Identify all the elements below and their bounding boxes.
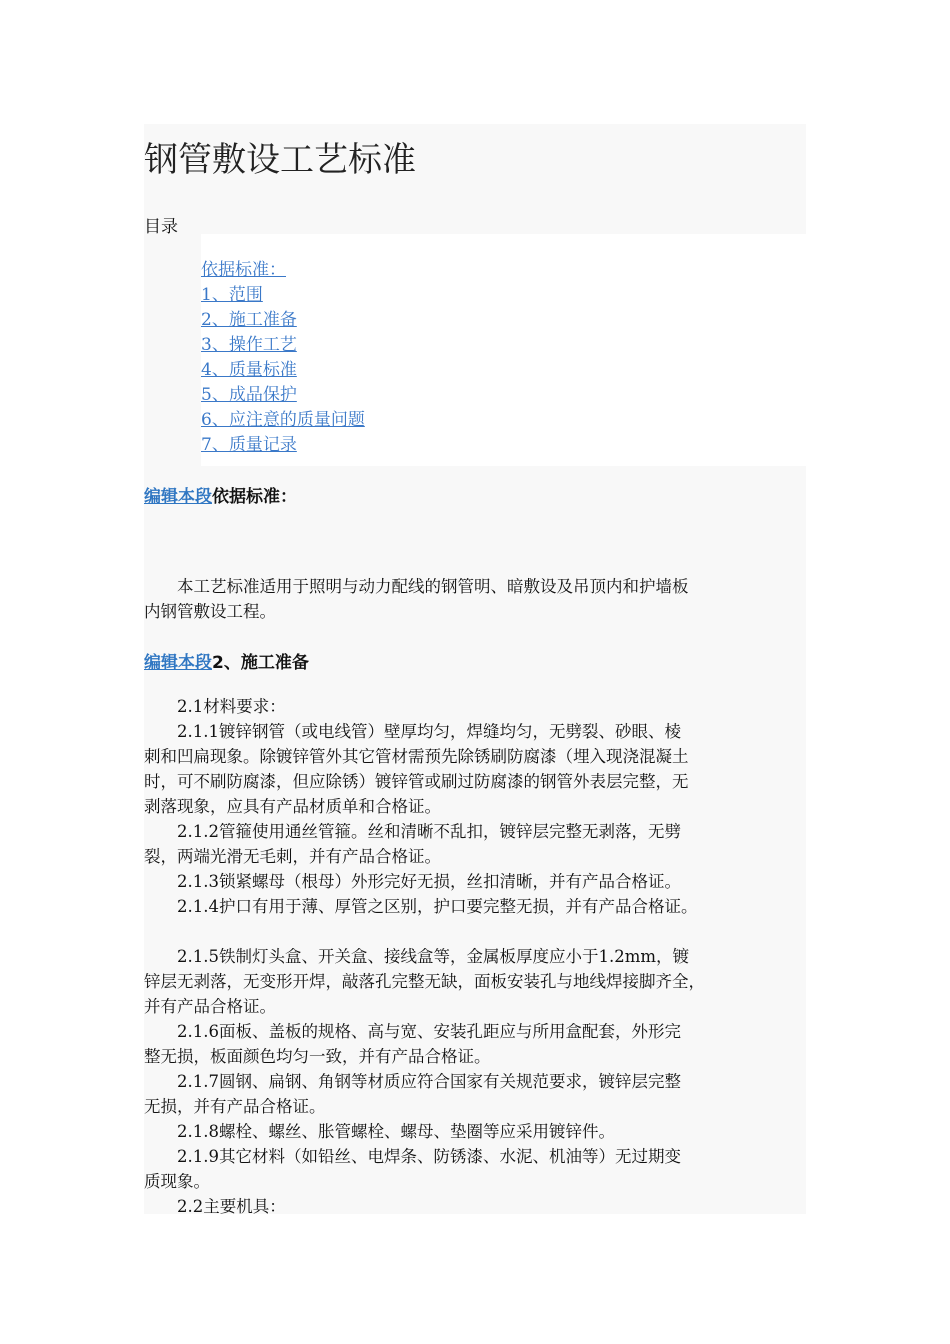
edit-section-link[interactable]: 编辑本段 — [144, 653, 212, 673]
document-page — [144, 124, 806, 1214]
paragraph-2-1-9: 2.1.9其它材料（如铅丝、电焊条、防锈漆、水泥、机油等）无过期变 质现象。 — [144, 1147, 681, 1191]
paragraph-2-1-1: 2.1.1镀锌钢管（或电线管）壁厚均匀，焊缝均匀，无劈裂、砂眼、棱 刺和凹扁现象。除镀锌管外其它管材需预先除锈刷防腐漆（埋入现浇混凝土 时，可不刷防腐漆，但应除锈）镀锌管或刷过防腐漆的钢管外表层完整，无 剥落现象，应具有产品材质单和合格证。 — [144, 722, 689, 816]
paragraph-2-1-6: 2.1.6面板、盖板的规格、高与宽、安装孔距应与所用盒配套，外形完 整无损，板面颜色均匀一致，并有产品合格证。 — [144, 1022, 681, 1066]
paragraph-2-1-3: 2.1.3锁紧螺母（根母）外形完好无损，丝扣清晰，并有产品合格证。 — [144, 872, 681, 891]
toc-item-quality-records[interactable]: 7、质量记录 — [201, 435, 297, 455]
section-title: 2、施工准备 — [212, 653, 309, 673]
toc-item-basis[interactable]: 依据标准： — [201, 260, 286, 280]
table-of-contents — [201, 258, 365, 458]
paragraph-2-1-2: 2.1.2管箍使用通丝管箍。丝和清晰不乱扣，镀锌层完整无剥落，无劈 裂，两端光滑无毛刺，并有产品合格证。 — [144, 822, 681, 866]
paragraph-2-1: 2.1材料要求： — [144, 697, 286, 716]
paragraph-2-2: 2.2主要机具： — [144, 1197, 286, 1216]
toc-item-quality-issues[interactable]: 6、应注意的质量问题 — [201, 410, 365, 430]
toc-item-process[interactable]: 3、操作工艺 — [201, 335, 297, 355]
toc-item-scope[interactable]: 1、范围 — [201, 285, 263, 305]
toc-item-preparation[interactable]: 2、施工准备 — [201, 310, 297, 330]
section-title: 依据标准： — [212, 487, 297, 507]
paragraph-2-1-8: 2.1.8螺栓、螺丝、胀管螺栓、螺母、垫圈等应采用镀锌件。 — [144, 1122, 615, 1141]
paragraph-2-1-4: 2.1.4护口有用于薄、厚管之区别，护口要完整无损，并有产品合格证。 — [144, 897, 698, 916]
page-title: 钢管敷设工艺标准 — [144, 140, 416, 180]
section-heading-preparation — [144, 648, 309, 673]
toc-label: 目录 — [144, 217, 178, 237]
paragraph-scope: 本工艺标准适用于照明与动力配线的钢管明、暗敷设及吊顶内和护墙板 内钢管敷设工程。 — [144, 577, 689, 621]
toc-item-quality-standard[interactable]: 4、质量标准 — [201, 360, 297, 380]
paragraph-2-1-5: 2.1.5铁制灯头盒、开关盒、接线盒等，金属板厚度应小于1.2mm，镀 锌层无剥落，无变形开焊，敲落孔完整无缺，面板安装孔与地线焊接脚齐全， 并有产品合格证。 — [144, 947, 705, 1016]
section-heading-basis — [144, 482, 297, 507]
edit-section-link[interactable]: 编辑本段 — [144, 487, 212, 507]
paragraph-2-1-7: 2.1.7圆钢、扁钢、角钢等材质应符合国家有关规范要求，镀锌层完整 无损，并有产品合格证。 — [144, 1072, 681, 1116]
toc-item-product-protection[interactable]: 5、成品保护 — [201, 385, 297, 405]
